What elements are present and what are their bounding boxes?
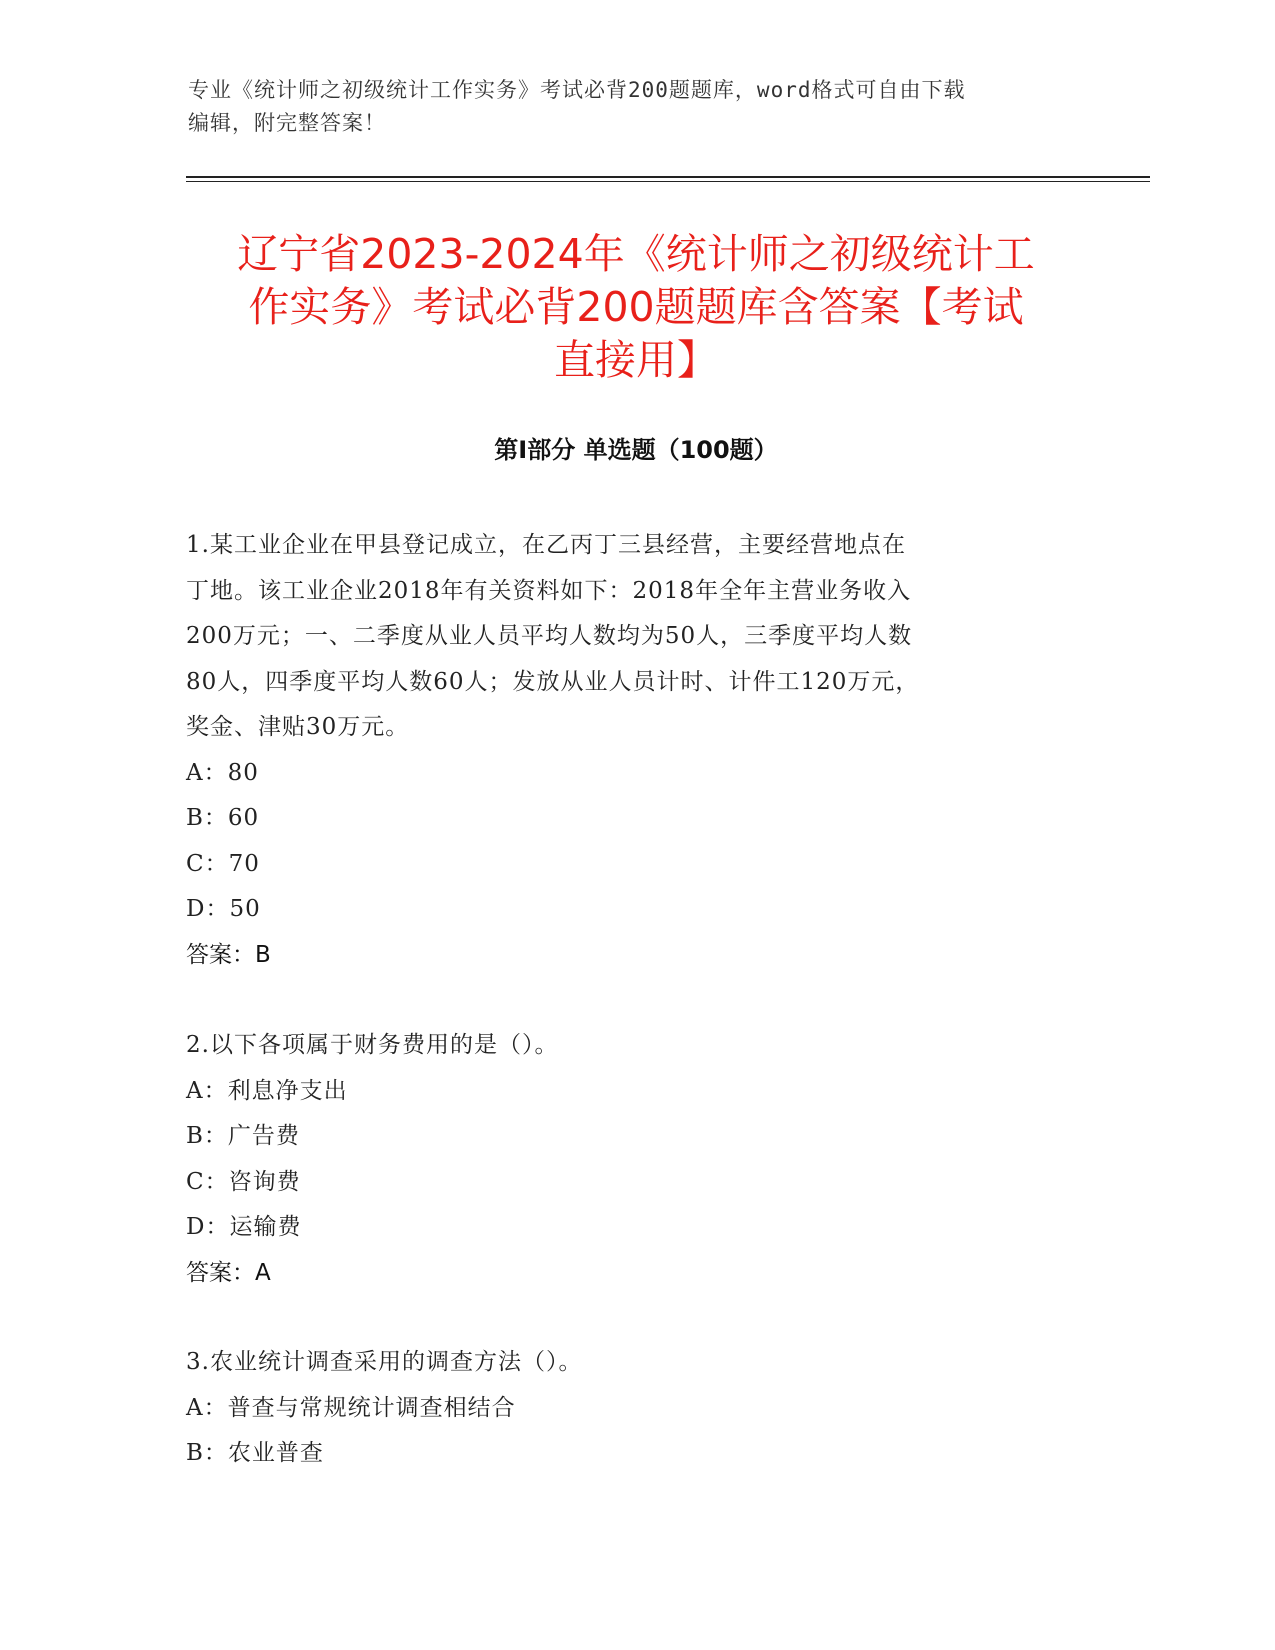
stem-line: 80人，四季度平均人数60人；发放从业人员计时、计件工120万元， — [186, 668, 920, 695]
option-d: D：50 — [186, 896, 261, 922]
header-divider-thick — [186, 176, 1150, 178]
option-b: B：农业普查 — [186, 1440, 324, 1466]
stem-line: 1.某工业企业在甲县登记成立，在乙丙丁三县经营，主要经营地点在 — [186, 532, 906, 558]
question-1 — [186, 523, 1066, 978]
stem-line: 2.以下各项属于财务费用的是（）。 — [186, 1032, 559, 1058]
stem-line: 200万元；一、二季度从业人员平均人数均为50人，三季度平均人数 — [186, 623, 913, 649]
answer-line: 答案：A — [186, 1259, 271, 1286]
option-a: A：普查与常规统计调查相结合 — [186, 1394, 516, 1421]
question-stem — [186, 523, 1066, 751]
question-3 — [186, 1340, 1066, 1477]
option-a: A：利息净支出 — [186, 1077, 348, 1104]
question-stem — [186, 1340, 1066, 1386]
title-line-1: 辽宁省2023-2024年《统计师之初级统计工 — [237, 230, 1035, 278]
header-divider-thin — [186, 181, 1150, 182]
option-d: D：运输费 — [186, 1214, 302, 1240]
section-heading: 第I部分 单选题（100题） — [494, 436, 778, 464]
question-stem — [186, 1023, 1066, 1069]
answer-line: 答案：B — [186, 941, 271, 968]
header-note-line-1: 专业《统计师之初级统计工作实务》考试必背200题题库，word格式可自由下载 — [188, 78, 966, 102]
stem-line: 丁地。该工业企业2018年有关资料如下：2018年全年主营业务收入 — [186, 577, 912, 604]
header-note — [188, 74, 1068, 140]
stem-line: 3.农业统计调查采用的调查方法（）。 — [186, 1349, 583, 1375]
option-a: A：80 — [186, 759, 259, 786]
question-2 — [186, 1023, 1066, 1296]
header-note-line-2: 编辑，附完整答案！ — [188, 111, 386, 135]
option-c: C：咨询费 — [186, 1168, 301, 1195]
title-line-3: 直接用】 — [554, 336, 718, 384]
document-title — [186, 228, 1086, 387]
title-line-2: 作实务》考试必背200题题库含答案【考试 — [248, 283, 1024, 331]
stem-line: 奖金、津贴30万元。 — [186, 714, 410, 740]
option-c: C：70 — [186, 850, 260, 877]
option-b: B：广告费 — [186, 1123, 300, 1149]
option-b: B：60 — [186, 805, 260, 831]
